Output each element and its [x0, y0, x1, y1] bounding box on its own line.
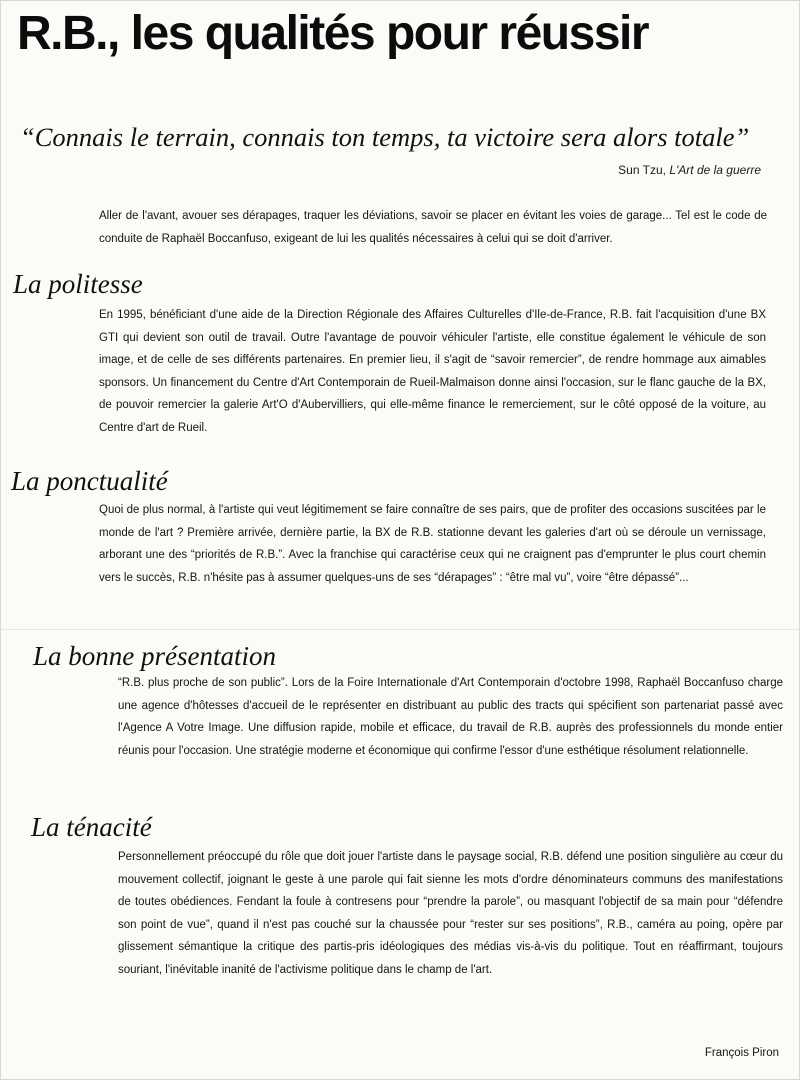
section-heading-ponctualite: La ponctualité [11, 466, 168, 496]
section-heading-presentation: La bonne présentation [33, 641, 276, 671]
signature: François Piron [704, 1047, 779, 1059]
intro-paragraph: Aller de l'avant, avouer ses dérapages, traquer les déviations, savoir se placer en évitant les voies de garage... Tel est le code de conduite de Raphaël Boccanfuso, exigeant de lui les qualités nécessaires à celui qui se doit d'arriver. [99, 210, 767, 245]
page-title: R.B., les qualités pour réussir [17, 7, 649, 60]
section-body-politesse: En 1995, bénéficiant d'une aide de la Direction Régionale des Affaires Culturelles d'Ile-de-France, R.B. fait l'acquisition d'une BX GTI qui devient son outil de travail. Outre l'avantage de pouvoir véhiculer l'artiste, elle constitue également le véhicule de son image, et de celle de ses différents partenaires. En premier lieu, il s'agit de “savoir remercier”, de rendre hommage aux aimables sponsors. Un financement du Centre d'Art Contemporain de Rueil-Malmaison donne ainsi l'occasion, sur le flanc gauche de la BX, de pouvoir remercier la galerie Art'O d'Aubervilliers, qui elle-même finance le remerciement, sur le côté opposé de la voiture, au Centre d'art de Rueil. [99, 309, 766, 434]
epigraph-work: L'Art de la guerre [669, 163, 761, 177]
section-heading-tenacite: La ténacité [31, 812, 152, 842]
epigraph-quote: “Connais le terrain, connais ton temps, ta victoire sera alors totale” [20, 122, 750, 152]
section-body-tenacite: Personnellement préoccupé du rôle que doit jouer l'artiste dans le paysage social, R.B. défend une position singulière au cœur du mouvement collectif, joignant le geste à une parole qui fait sienne les mots d'ordre dénominateurs communs des manifestations de toutes obédiences. Fendant la foule à contresens pour “prendre la parole”, ou masquant l'objectif de sa main pour “défendre son point de vue”, quand il n'est pas couché sur la chaussée pour “rester sur ses positions”, R.B., caméra au poing, opère par glissement sémantique la critique des partis-pris idéologiques des médias vis-à-vis du politique. Tout en réaffirmant, toujours souriant, l'inévitable inanité de l'activisme politique dans le champ de l'art. [118, 851, 783, 976]
epigraph-author: Sun Tzu, [618, 163, 670, 177]
epigraph-attribution [618, 161, 761, 179]
section-heading-politesse: La politesse [13, 269, 143, 299]
section-body-ponctualite: Quoi de plus normal, à l'artiste qui veut légitimement se faire connaître de ses pairs, que de profiter des occasions suscitées par le monde de l'art ? Première arrivée, dernière partie, la BX de R.B. stationne devant les galeries d'art où se déroule un vernissage, arborant une des “priorités de R.B.”. Avec la franchise qui caractérise ceux qui ne craignent pas d'emprunter le plus court chemin vers le succès, R.B. n'hésite pas à assumer quelques-uns de ses “dérapages” : “être mal vu”, voire “être dépassé”... [99, 504, 766, 584]
section-body-presentation: “R.B. plus proche de son public”. Lors de la Foire Internationale d'Art Contemporain d'octobre 1998, Raphaël Boccanfuso charge une agence d'hôtesses d'accueil de le représenter en distribuant au public des tracts qui spécifient son partenariat passé avec l'Agence A Votre Image. Une diffusion rapide, mobile et efficace, du travail de R.B. auprès des professionnels du monde entier réunis pour l'occasion. Une stratégie moderne et économique qui confirme l'essor d'une esthétique résolument relationnelle. [118, 677, 783, 757]
page-fold [1, 629, 799, 630]
